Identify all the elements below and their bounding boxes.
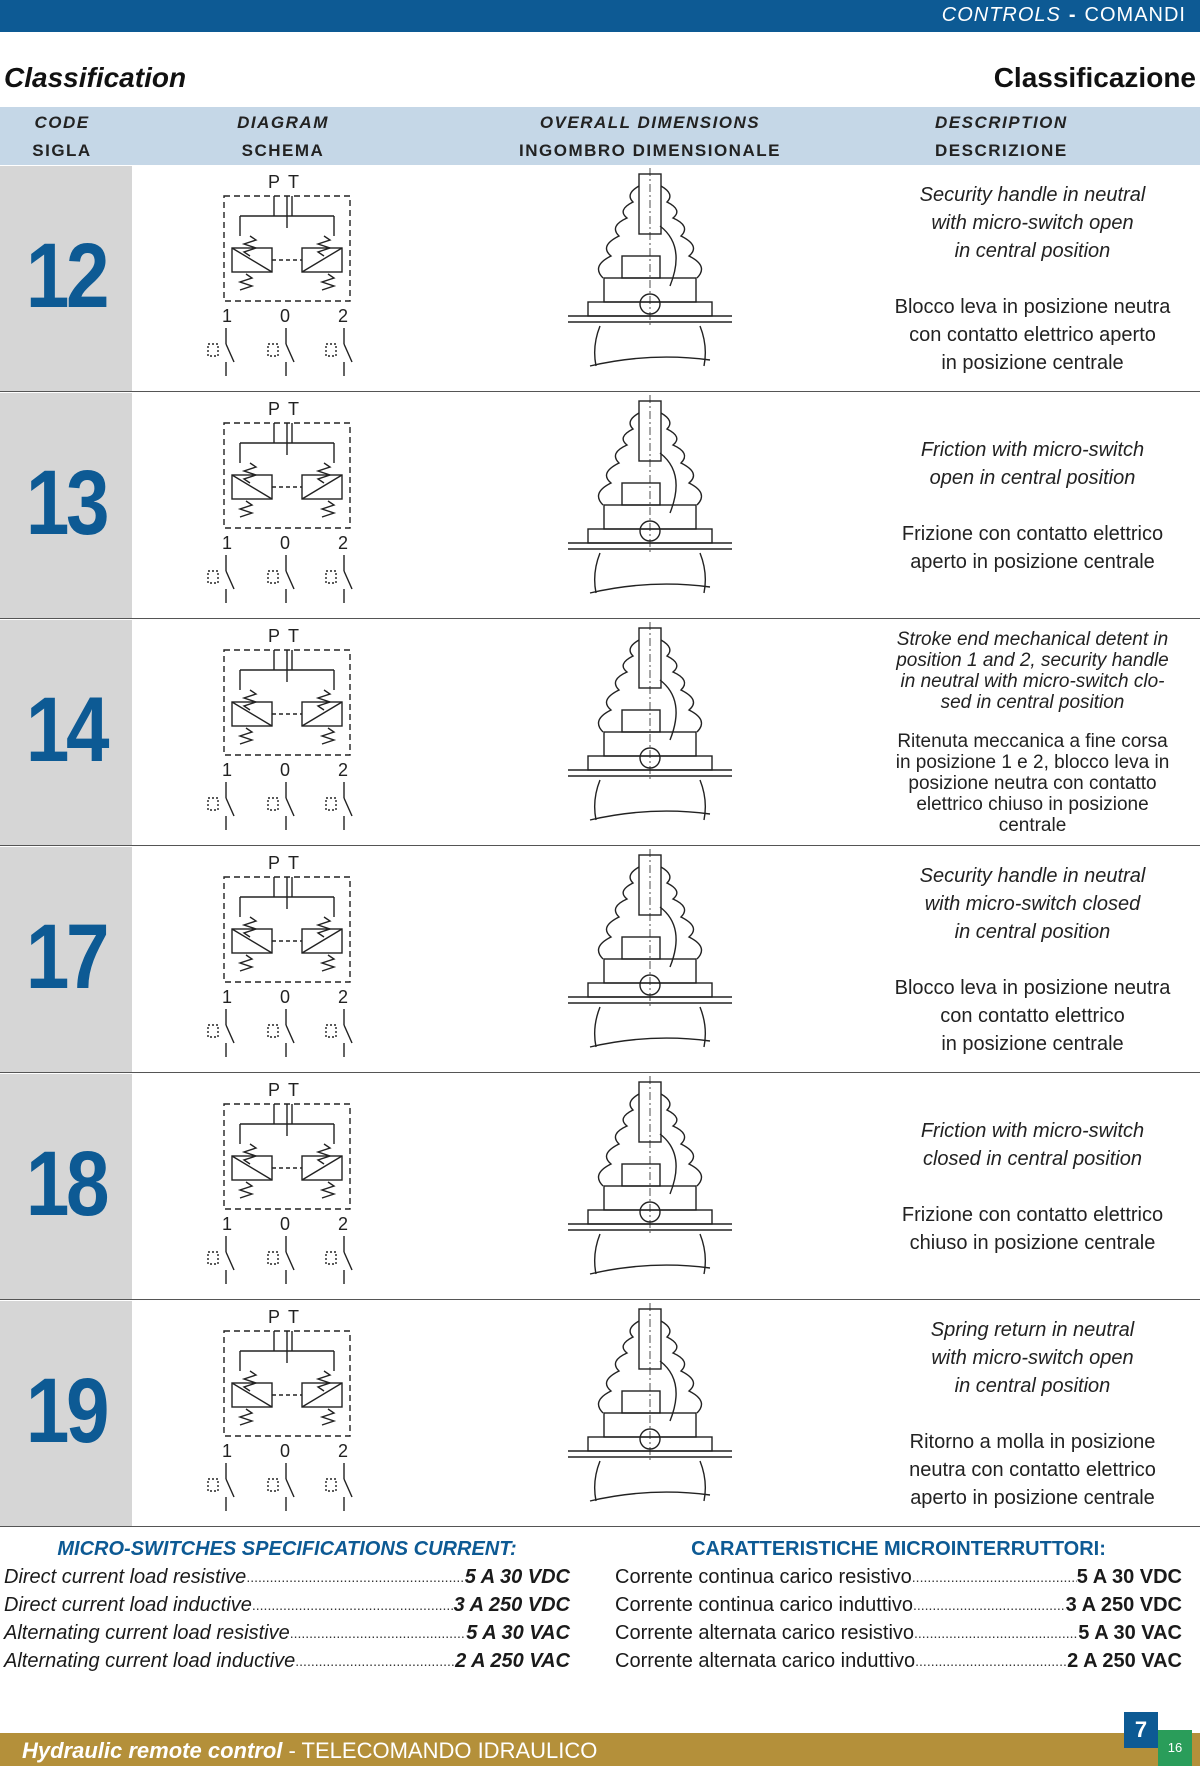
top-header-bar (0, 0, 1200, 32)
svg-text:1: 1 (222, 533, 233, 553)
svg-text:T: T (288, 399, 299, 419)
spec-line (4, 1563, 570, 1591)
col-code-en: CODE (34, 113, 90, 132)
page-number: 16 (1158, 1730, 1192, 1766)
svg-text:2: 2 (338, 987, 349, 1007)
specs-en (4, 1535, 570, 1675)
description-en: Security handle in neutral with micro-switch open in central position (919, 183, 1146, 262)
code-cell (0, 847, 132, 1072)
spec-label: Direct current load resistive (4, 1566, 247, 1588)
spec-leader-dots (252, 1591, 454, 1619)
specs-it (615, 1535, 1182, 1675)
svg-text:P: P (268, 399, 281, 419)
description-cell (865, 847, 1200, 1072)
description-en: Friction with micro-switch open in central position (920, 438, 1145, 489)
code-number: 19 (25, 1360, 107, 1462)
svg-text:T: T (288, 172, 299, 192)
table-row (0, 166, 1200, 392)
description-en: Friction with micro-switch closed in central position (920, 1119, 1145, 1170)
svg-text:1: 1 (222, 1441, 233, 1461)
svg-text:1: 1 (222, 987, 233, 1007)
spec-line (4, 1647, 570, 1675)
code-number: 18 (25, 1133, 107, 1235)
specs-en-title: MICRO-SWITCHES SPECIFICATIONS CURRENT: (57, 1538, 517, 1560)
code-number: 13 (25, 452, 107, 554)
spec-value: 2 A 250 VAC (455, 1650, 570, 1672)
footer-title (22, 1738, 597, 1764)
description-it: Ritenuta meccanica a fine corsa in posizione 1 e 2, blocco leva in posizione neutra con contatto elettrico chiuso in posizione centrale (895, 731, 1170, 836)
col-description-en: DESCRIPTION (935, 113, 1068, 132)
svg-text:0: 0 (280, 533, 291, 553)
description-cell (865, 620, 1200, 845)
code-cell (0, 620, 132, 845)
code-cell (0, 1301, 132, 1526)
footer-title-separator: - (282, 1738, 302, 1763)
footer-bar (0, 1733, 1200, 1766)
col-code-it: SIGLA (32, 141, 92, 160)
description-en: Stroke end mechanical detent in position 1 and 2, security handle in neutral with micro-switch clo- sed in central position (896, 629, 1169, 713)
overall-dimensions-drawing (560, 1301, 740, 1526)
spec-value: 3 A 250 VDC (453, 1594, 570, 1616)
spec-label: Corrente alternata carico induttivo (615, 1650, 916, 1672)
spec-line (615, 1619, 1182, 1647)
section-title-en: CONTROLS (941, 4, 1061, 26)
svg-text:2: 2 (338, 1214, 349, 1234)
spec-label: Direct current load inductive (4, 1594, 252, 1616)
spec-leader-dots (913, 1591, 1066, 1619)
svg-text:P: P (268, 626, 281, 646)
code-cell (0, 393, 132, 618)
code-number: 12 (25, 225, 107, 327)
spec-label: Corrente continua carico resistivo (615, 1566, 912, 1588)
page-number-badge (1124, 1712, 1192, 1766)
description-it: Frizione con contatto elettrico aperto in posizione centrale (901, 522, 1164, 573)
svg-text:0: 0 (280, 1214, 291, 1234)
svg-text:P: P (268, 1307, 281, 1327)
section-title-it: COMANDI (1084, 4, 1186, 26)
svg-text:1: 1 (222, 306, 233, 326)
spec-value: 5 A 30 VAC (466, 1622, 570, 1644)
description-cell (865, 166, 1200, 391)
svg-text:2: 2 (338, 1441, 349, 1461)
hydraulic-diagram (200, 620, 380, 845)
col-diagram-it: SCHEMA (241, 141, 325, 160)
svg-text:0: 0 (280, 760, 291, 780)
svg-text:2: 2 (338, 533, 349, 553)
spec-label: Corrente alternata carico resistivo (615, 1622, 915, 1644)
footer-title-it: TELECOMANDO IDRAULICO (301, 1738, 598, 1763)
description-cell (865, 1074, 1200, 1299)
column-header-band (0, 107, 1200, 165)
code-cell (0, 166, 132, 391)
svg-text:T: T (288, 1307, 299, 1327)
svg-text:T: T (288, 626, 299, 646)
spec-line (4, 1619, 570, 1647)
spec-leader-dots (295, 1647, 455, 1675)
spec-line (615, 1647, 1182, 1675)
overall-dimensions-drawing (560, 393, 740, 618)
svg-text:0: 0 (280, 987, 291, 1007)
page-title-en: Classification (4, 62, 187, 93)
spec-value: 5 A 30 VAC (1078, 1622, 1182, 1644)
spec-value: 2 A 250 VAC (1067, 1650, 1182, 1672)
svg-text:1: 1 (222, 760, 233, 780)
spec-value: 5 A 30 VDC (464, 1566, 570, 1588)
description-cell (865, 1301, 1200, 1526)
hydraulic-diagram (200, 1074, 380, 1299)
code-cell (0, 1074, 132, 1299)
spec-label: Corrente continua carico induttivo (615, 1594, 913, 1616)
svg-text:0: 0 (280, 306, 291, 326)
col-dimensions-it: INGOMBRO DIMENSIONALE (519, 141, 781, 160)
svg-text:2: 2 (338, 306, 349, 326)
spec-value: 3 A 250 VDC (1065, 1594, 1182, 1616)
description-it: Frizione con contatto elettrico chiuso in posizione centrale (901, 1203, 1164, 1254)
col-description-it: DESCRIZIONE (935, 141, 1068, 160)
page-title-it: Classificazione (993, 62, 1196, 93)
svg-text:P: P (268, 1080, 281, 1100)
spec-line (4, 1591, 570, 1619)
overall-dimensions-drawing (560, 620, 740, 845)
description-en: Security handle in neutral with micro-switch closed in central position (919, 864, 1146, 943)
table-row (0, 1074, 1200, 1300)
section-title (942, 4, 1186, 27)
spec-leader-dots (912, 1563, 1077, 1591)
svg-text:1: 1 (222, 1214, 233, 1234)
hydraulic-diagram (200, 847, 380, 1072)
footer-title-en: Hydraulic remote control (22, 1738, 283, 1763)
description-it: Blocco leva in posizione neutra con contatto elettrico in posizione centrale (894, 976, 1171, 1055)
overall-dimensions-drawing (560, 166, 740, 391)
svg-text:T: T (288, 853, 299, 873)
description-it: Blocco leva in posizione neutra con contatto elettrico aperto in posizione centrale (894, 295, 1171, 374)
svg-text:P: P (268, 172, 281, 192)
code-number: 14 (25, 679, 107, 781)
spec-value: 5 A 30 VDC (1076, 1566, 1182, 1588)
code-number: 17 (25, 906, 107, 1008)
hydraulic-diagram (200, 1301, 380, 1526)
svg-text:T: T (288, 1080, 299, 1100)
spec-leader-dots (290, 1619, 467, 1647)
svg-text:0: 0 (280, 1441, 291, 1461)
table-row (0, 620, 1200, 846)
section-title-separator: - (1068, 4, 1077, 26)
svg-text:2: 2 (338, 760, 349, 780)
table-row (0, 847, 1200, 1073)
spec-label: Alternating current load inductive (4, 1650, 296, 1672)
spec-leader-dots (914, 1619, 1078, 1647)
description-cell (865, 393, 1200, 618)
description-en: Spring return in neutral with micro-switch open in central position (930, 1318, 1135, 1397)
spec-line (615, 1591, 1182, 1619)
spec-label: Alternating current load resistive (4, 1622, 290, 1644)
spec-leader-dots (246, 1563, 464, 1591)
overall-dimensions-drawing (560, 847, 740, 1072)
chapter-number: 7 (1124, 1712, 1158, 1748)
col-dimensions-en: OVERALL DIMENSIONS (539, 113, 761, 132)
table-row (0, 393, 1200, 619)
specs-it-title: CARATTERISTICHE MICROINTERRUTTORI: (691, 1538, 1106, 1560)
svg-text:P: P (268, 853, 281, 873)
spec-leader-dots (915, 1647, 1067, 1675)
hydraulic-diagram (200, 166, 380, 391)
table-row (0, 1301, 1200, 1527)
overall-dimensions-drawing (560, 1074, 740, 1299)
hydraulic-diagram (200, 393, 380, 618)
col-diagram-en: DIAGRAM (237, 113, 329, 132)
spec-line (615, 1563, 1182, 1591)
description-it: Ritorno a molla in posizione neutra con contatto elettrico aperto in posizione centrale (909, 1430, 1156, 1509)
